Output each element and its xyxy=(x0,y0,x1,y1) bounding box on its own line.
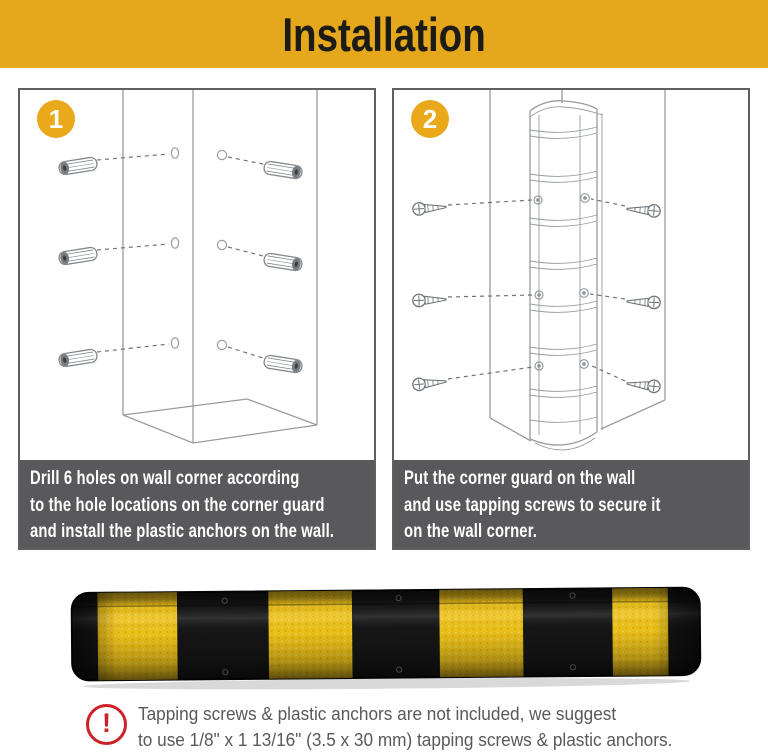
page-title: Installation xyxy=(282,7,486,61)
tapping-screw-icon xyxy=(627,295,661,309)
step2-caption xyxy=(394,460,748,548)
step-number-badge xyxy=(37,100,75,138)
plastic-anchor-icon xyxy=(58,247,98,266)
step2-illustration xyxy=(394,90,748,460)
plastic-anchor-icon xyxy=(263,253,303,272)
step-number: 1 xyxy=(48,103,64,134)
caption-line: Put the corner guard on the wall xyxy=(404,468,636,489)
hardware-note xyxy=(86,700,713,752)
note-line: to use 1/8" x 1 13/16" (3.5 x 30 mm) tapping screws & plastic anchors. xyxy=(138,728,673,750)
tapping-screw-icon xyxy=(412,375,446,391)
exclamation-circle-icon xyxy=(86,704,127,745)
tapping-screw-icon xyxy=(626,377,660,393)
caption-line: Drill 6 holes on wall corner according xyxy=(30,468,300,489)
corner-guard-product-image xyxy=(68,583,705,695)
step1-illustration xyxy=(20,90,374,460)
corner-guard-screws-drawing xyxy=(394,90,748,460)
note-line: Tapping screws & plastic anchors are not included, we suggest xyxy=(138,703,617,724)
step-number-badge xyxy=(411,100,449,138)
corner-guard-outline xyxy=(530,101,602,450)
plastic-anchor-icon xyxy=(58,349,98,368)
plastic-anchor-icon xyxy=(263,161,303,180)
corner-guard-photo xyxy=(68,583,705,695)
caption-line: on the wall corner. xyxy=(404,521,538,542)
wall-corner-anchors-drawing xyxy=(20,90,374,460)
caption-line: and install the plastic anchors on the wall. xyxy=(30,521,335,542)
step-panel-1 xyxy=(18,88,376,550)
step-panel-2 xyxy=(392,88,750,550)
caption-line: to the hole locations on the corner guard xyxy=(30,494,325,516)
alignment-dashed-lines xyxy=(97,154,263,358)
plastic-anchor-icon xyxy=(58,157,98,176)
drill-holes xyxy=(171,148,226,350)
caption-line: and use tapping screws to secure it xyxy=(404,494,661,516)
exclamation-mark: ! xyxy=(102,707,111,738)
tapping-screw-icon xyxy=(413,293,447,307)
tapping-screw-icon xyxy=(412,201,446,216)
plastic-anchor-icon xyxy=(263,355,303,374)
tapping-screw-icon xyxy=(627,203,661,218)
wall-lines xyxy=(490,90,665,441)
guard-segment-lines xyxy=(530,127,597,422)
step1-caption xyxy=(20,460,374,548)
step-number: 2 xyxy=(422,103,438,134)
title-banner xyxy=(0,0,768,68)
note-text xyxy=(138,701,672,752)
